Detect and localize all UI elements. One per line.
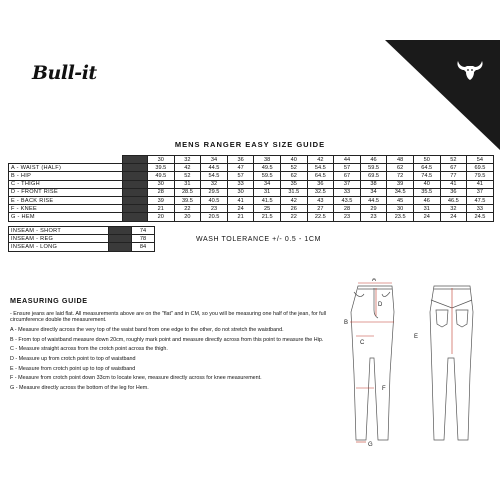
measurement-value: 52 bbox=[174, 172, 201, 180]
measurement-value: 39.5 bbox=[174, 196, 201, 204]
size-header: 42 bbox=[307, 156, 334, 164]
row-gap bbox=[123, 172, 148, 180]
inseam-label: INSEAM - REG bbox=[9, 235, 109, 243]
measurement-value: 35 bbox=[280, 180, 307, 188]
measurement-value: 20 bbox=[148, 213, 175, 221]
row-gap bbox=[123, 205, 148, 213]
measurement-value: 64.5 bbox=[307, 172, 334, 180]
size-table-body bbox=[9, 164, 494, 221]
inseam-row bbox=[9, 235, 155, 243]
inseam-gap bbox=[109, 227, 132, 235]
measurement-value: 24 bbox=[227, 205, 254, 213]
measurement-value: 38 bbox=[360, 180, 387, 188]
size-header: 46 bbox=[360, 156, 387, 164]
page-title: MENS RANGER EASY SIZE GUIDE bbox=[174, 140, 326, 149]
measurement-value: 69.5 bbox=[360, 172, 387, 180]
measurement-value: 40.5 bbox=[201, 196, 228, 204]
wash-tolerance: WASH TOLERANCE +/- 0.5 - 1CM bbox=[196, 236, 322, 243]
measurement-value: 64.5 bbox=[413, 164, 440, 172]
measurement-value: 21 bbox=[227, 213, 254, 221]
measurement-value: 31 bbox=[413, 205, 440, 213]
measurement-value: 34 bbox=[254, 180, 281, 188]
size-header: 52 bbox=[440, 156, 467, 164]
measurement-value: 31 bbox=[174, 180, 201, 188]
measurement-value: 62 bbox=[387, 164, 414, 172]
measurement-value: 44.5 bbox=[201, 164, 228, 172]
size-header: 38 bbox=[254, 156, 281, 164]
measurement-label: C - THIGH bbox=[9, 180, 123, 188]
diagram-label-d: D bbox=[378, 302, 383, 308]
measurement-label: F - KNEE bbox=[9, 205, 123, 213]
measurement-value: 22 bbox=[280, 213, 307, 221]
measurement-value: 24 bbox=[413, 213, 440, 221]
measurement-value: 46.5 bbox=[440, 196, 467, 204]
size-header-gap bbox=[123, 156, 148, 164]
measurement-value: 32.5 bbox=[307, 188, 334, 196]
measurement-value: 21 bbox=[148, 205, 175, 213]
size-row bbox=[9, 188, 494, 196]
measurement-value: 32 bbox=[440, 205, 467, 213]
note-g: G - Measure directly across the bottom of the leg for Hem. bbox=[10, 385, 149, 392]
jeans-diagram bbox=[330, 278, 500, 448]
jeans-back-pocket bbox=[456, 310, 468, 327]
measurement-value: 31 bbox=[254, 188, 281, 196]
measurement-value: 46 bbox=[413, 196, 440, 204]
measurement-value: 42 bbox=[280, 196, 307, 204]
diagram-label-e: E bbox=[414, 334, 419, 340]
inseam-row bbox=[9, 227, 155, 235]
measurement-value: 47 bbox=[227, 164, 254, 172]
size-row bbox=[9, 205, 494, 213]
measurement-value: 23 bbox=[201, 205, 228, 213]
note-e: E - Measure from crotch point up to top of waistband bbox=[10, 365, 136, 372]
measurement-value: 20.5 bbox=[201, 213, 228, 221]
note-b: B - From top of waistband measure down 20cm, roughly mark point and measure directly across from this point to measure the Hip. bbox=[10, 336, 324, 343]
measurement-value: 44.5 bbox=[360, 196, 387, 204]
row-gap bbox=[123, 196, 148, 204]
size-header: 34 bbox=[201, 156, 228, 164]
measurement-value: 29.5 bbox=[201, 188, 228, 196]
measurement-value: 28 bbox=[148, 188, 175, 196]
measurement-value: 69.5 bbox=[467, 164, 494, 172]
measurement-value: 27 bbox=[307, 205, 334, 213]
jeans-back-pocket bbox=[436, 310, 448, 327]
measurement-label: E - BACK RISE bbox=[9, 196, 123, 204]
measurement-value: 47.5 bbox=[467, 196, 494, 204]
inseam-value: 84 bbox=[132, 243, 155, 251]
measurement-value: 49.5 bbox=[148, 172, 175, 180]
measurement-label: D - FRONT RISE bbox=[9, 188, 123, 196]
note-general: - Ensure jeans are laid flat. All measurements above are on the "flat" and in CM, so you will be measuring one half of the jean, for full circumference double the measurement. bbox=[10, 311, 327, 324]
measurement-value: 36 bbox=[440, 188, 467, 196]
size-header-row bbox=[9, 156, 494, 164]
measurement-value: 39 bbox=[387, 180, 414, 188]
size-row bbox=[9, 164, 494, 172]
measurement-value: 57 bbox=[227, 172, 254, 180]
measurement-value: 41 bbox=[467, 180, 494, 188]
inseam-value: 78 bbox=[132, 235, 155, 243]
measurement-value: 26 bbox=[280, 205, 307, 213]
jeans-front-pocket bbox=[382, 292, 390, 297]
measurement-value: 33 bbox=[334, 188, 361, 196]
measurement-value: 79.5 bbox=[467, 172, 494, 180]
measuring-guide-title: MEASURING GUIDE bbox=[10, 296, 88, 305]
inseam-gap bbox=[109, 243, 132, 251]
measurement-value: 72 bbox=[387, 172, 414, 180]
measurement-value: 22 bbox=[174, 205, 201, 213]
measurement-label: A - WAIST (HALF) bbox=[9, 164, 123, 172]
size-header: 30 bbox=[148, 156, 175, 164]
note-c: C - Measure straight across from the crotch point across the thigh. bbox=[10, 346, 168, 353]
measurement-value: 43.5 bbox=[334, 196, 361, 204]
size-header-blank bbox=[9, 156, 123, 164]
jeans-front-outline bbox=[351, 286, 394, 440]
size-row bbox=[9, 213, 494, 221]
measurement-value: 21.5 bbox=[254, 213, 281, 221]
measurement-value: 23.5 bbox=[387, 213, 414, 221]
measurement-value: 23 bbox=[360, 213, 387, 221]
size-header: 32 bbox=[174, 156, 201, 164]
measurement-value: 39 bbox=[148, 196, 175, 204]
measurement-value: 59.5 bbox=[360, 164, 387, 172]
row-gap bbox=[123, 188, 148, 196]
measurement-value: 67 bbox=[334, 172, 361, 180]
measurement-value: 30 bbox=[387, 205, 414, 213]
measurement-value: 32 bbox=[201, 180, 228, 188]
measurement-value: 24 bbox=[440, 213, 467, 221]
inseam-row bbox=[9, 243, 155, 251]
inseam-table bbox=[8, 226, 155, 252]
note-a: A - Measure directly across the very top of the waist band from one edge to the other, do not stretch the waistband. bbox=[10, 326, 284, 333]
note-d: D - Measure up from crotch point to top of waistband bbox=[10, 356, 136, 363]
inseam-value: 74 bbox=[132, 227, 155, 235]
measurement-value: 59.5 bbox=[254, 172, 281, 180]
measurement-value: 54.5 bbox=[307, 164, 334, 172]
measurement-value: 41 bbox=[227, 196, 254, 204]
measurement-value: 62 bbox=[280, 172, 307, 180]
measurement-value: 40 bbox=[413, 180, 440, 188]
measurement-value: 25 bbox=[254, 205, 281, 213]
inseam-gap bbox=[109, 235, 132, 243]
row-gap bbox=[123, 213, 148, 221]
measurement-value: 31.5 bbox=[280, 188, 307, 196]
measurement-value: 67 bbox=[440, 164, 467, 172]
brand-logo: Bull-it bbox=[32, 62, 97, 84]
measurement-value: 33 bbox=[467, 205, 494, 213]
measurement-value: 54.5 bbox=[201, 172, 228, 180]
measurement-value: 28.5 bbox=[174, 188, 201, 196]
measurement-value: 28 bbox=[334, 205, 361, 213]
diagram-label-a: A bbox=[372, 278, 377, 283]
measurement-value: 33 bbox=[227, 180, 254, 188]
note-f: F - Measure from crotch point down 33cm to locate knee, measure directly across for knee measurement. bbox=[10, 375, 262, 382]
measurement-value: 20 bbox=[174, 213, 201, 221]
diagram-label-g: G bbox=[368, 442, 373, 448]
size-table bbox=[8, 155, 494, 222]
jeans-back-outline bbox=[430, 286, 473, 440]
measurement-value: 39.5 bbox=[148, 164, 175, 172]
measurement-value: 30 bbox=[227, 188, 254, 196]
measurement-value: 29 bbox=[360, 205, 387, 213]
measurement-value: 41.5 bbox=[254, 196, 281, 204]
inseam-label: INSEAM - SHORT bbox=[9, 227, 109, 235]
diagram-label-b: B bbox=[344, 320, 349, 326]
size-header: 40 bbox=[280, 156, 307, 164]
size-row bbox=[9, 180, 494, 188]
measurement-value: 37 bbox=[467, 188, 494, 196]
size-header: 44 bbox=[334, 156, 361, 164]
measurement-value: 74.5 bbox=[413, 172, 440, 180]
measurement-value: 34 bbox=[360, 188, 387, 196]
measurement-value: 35.5 bbox=[413, 188, 440, 196]
size-header: 50 bbox=[413, 156, 440, 164]
row-gap bbox=[123, 180, 148, 188]
size-row bbox=[9, 172, 494, 180]
measurement-value: 43 bbox=[307, 196, 334, 204]
measurement-value: 22.5 bbox=[307, 213, 334, 221]
size-header: 36 bbox=[227, 156, 254, 164]
jeans-back-yoke bbox=[431, 300, 472, 308]
row-gap bbox=[123, 164, 148, 172]
measurement-value: 42 bbox=[174, 164, 201, 172]
bull-head-icon bbox=[457, 61, 482, 80]
measurement-value: 41 bbox=[440, 180, 467, 188]
measurement-value: 77 bbox=[440, 172, 467, 180]
size-row bbox=[9, 196, 494, 204]
measurement-value: 52 bbox=[280, 164, 307, 172]
measurement-value: 30 bbox=[148, 180, 175, 188]
measuring-notes bbox=[10, 311, 328, 395]
diagram-label-f: F bbox=[382, 386, 386, 392]
measurement-value: 49.5 bbox=[254, 164, 281, 172]
inseam-label: INSEAM - LONG bbox=[9, 243, 109, 251]
measurement-value: 34.5 bbox=[387, 188, 414, 196]
size-header: 54 bbox=[467, 156, 494, 164]
measurement-label: G - HEM bbox=[9, 213, 123, 221]
diagram-label-c: C bbox=[360, 340, 365, 346]
measurement-value: 24.5 bbox=[467, 213, 494, 221]
size-header: 48 bbox=[387, 156, 414, 164]
measurement-value: 37 bbox=[334, 180, 361, 188]
measurement-value: 23 bbox=[334, 213, 361, 221]
measurement-value: 45 bbox=[387, 196, 414, 204]
measurement-value: 36 bbox=[307, 180, 334, 188]
measurement-value: 57 bbox=[334, 164, 361, 172]
measurement-label: B - HIP bbox=[9, 172, 123, 180]
